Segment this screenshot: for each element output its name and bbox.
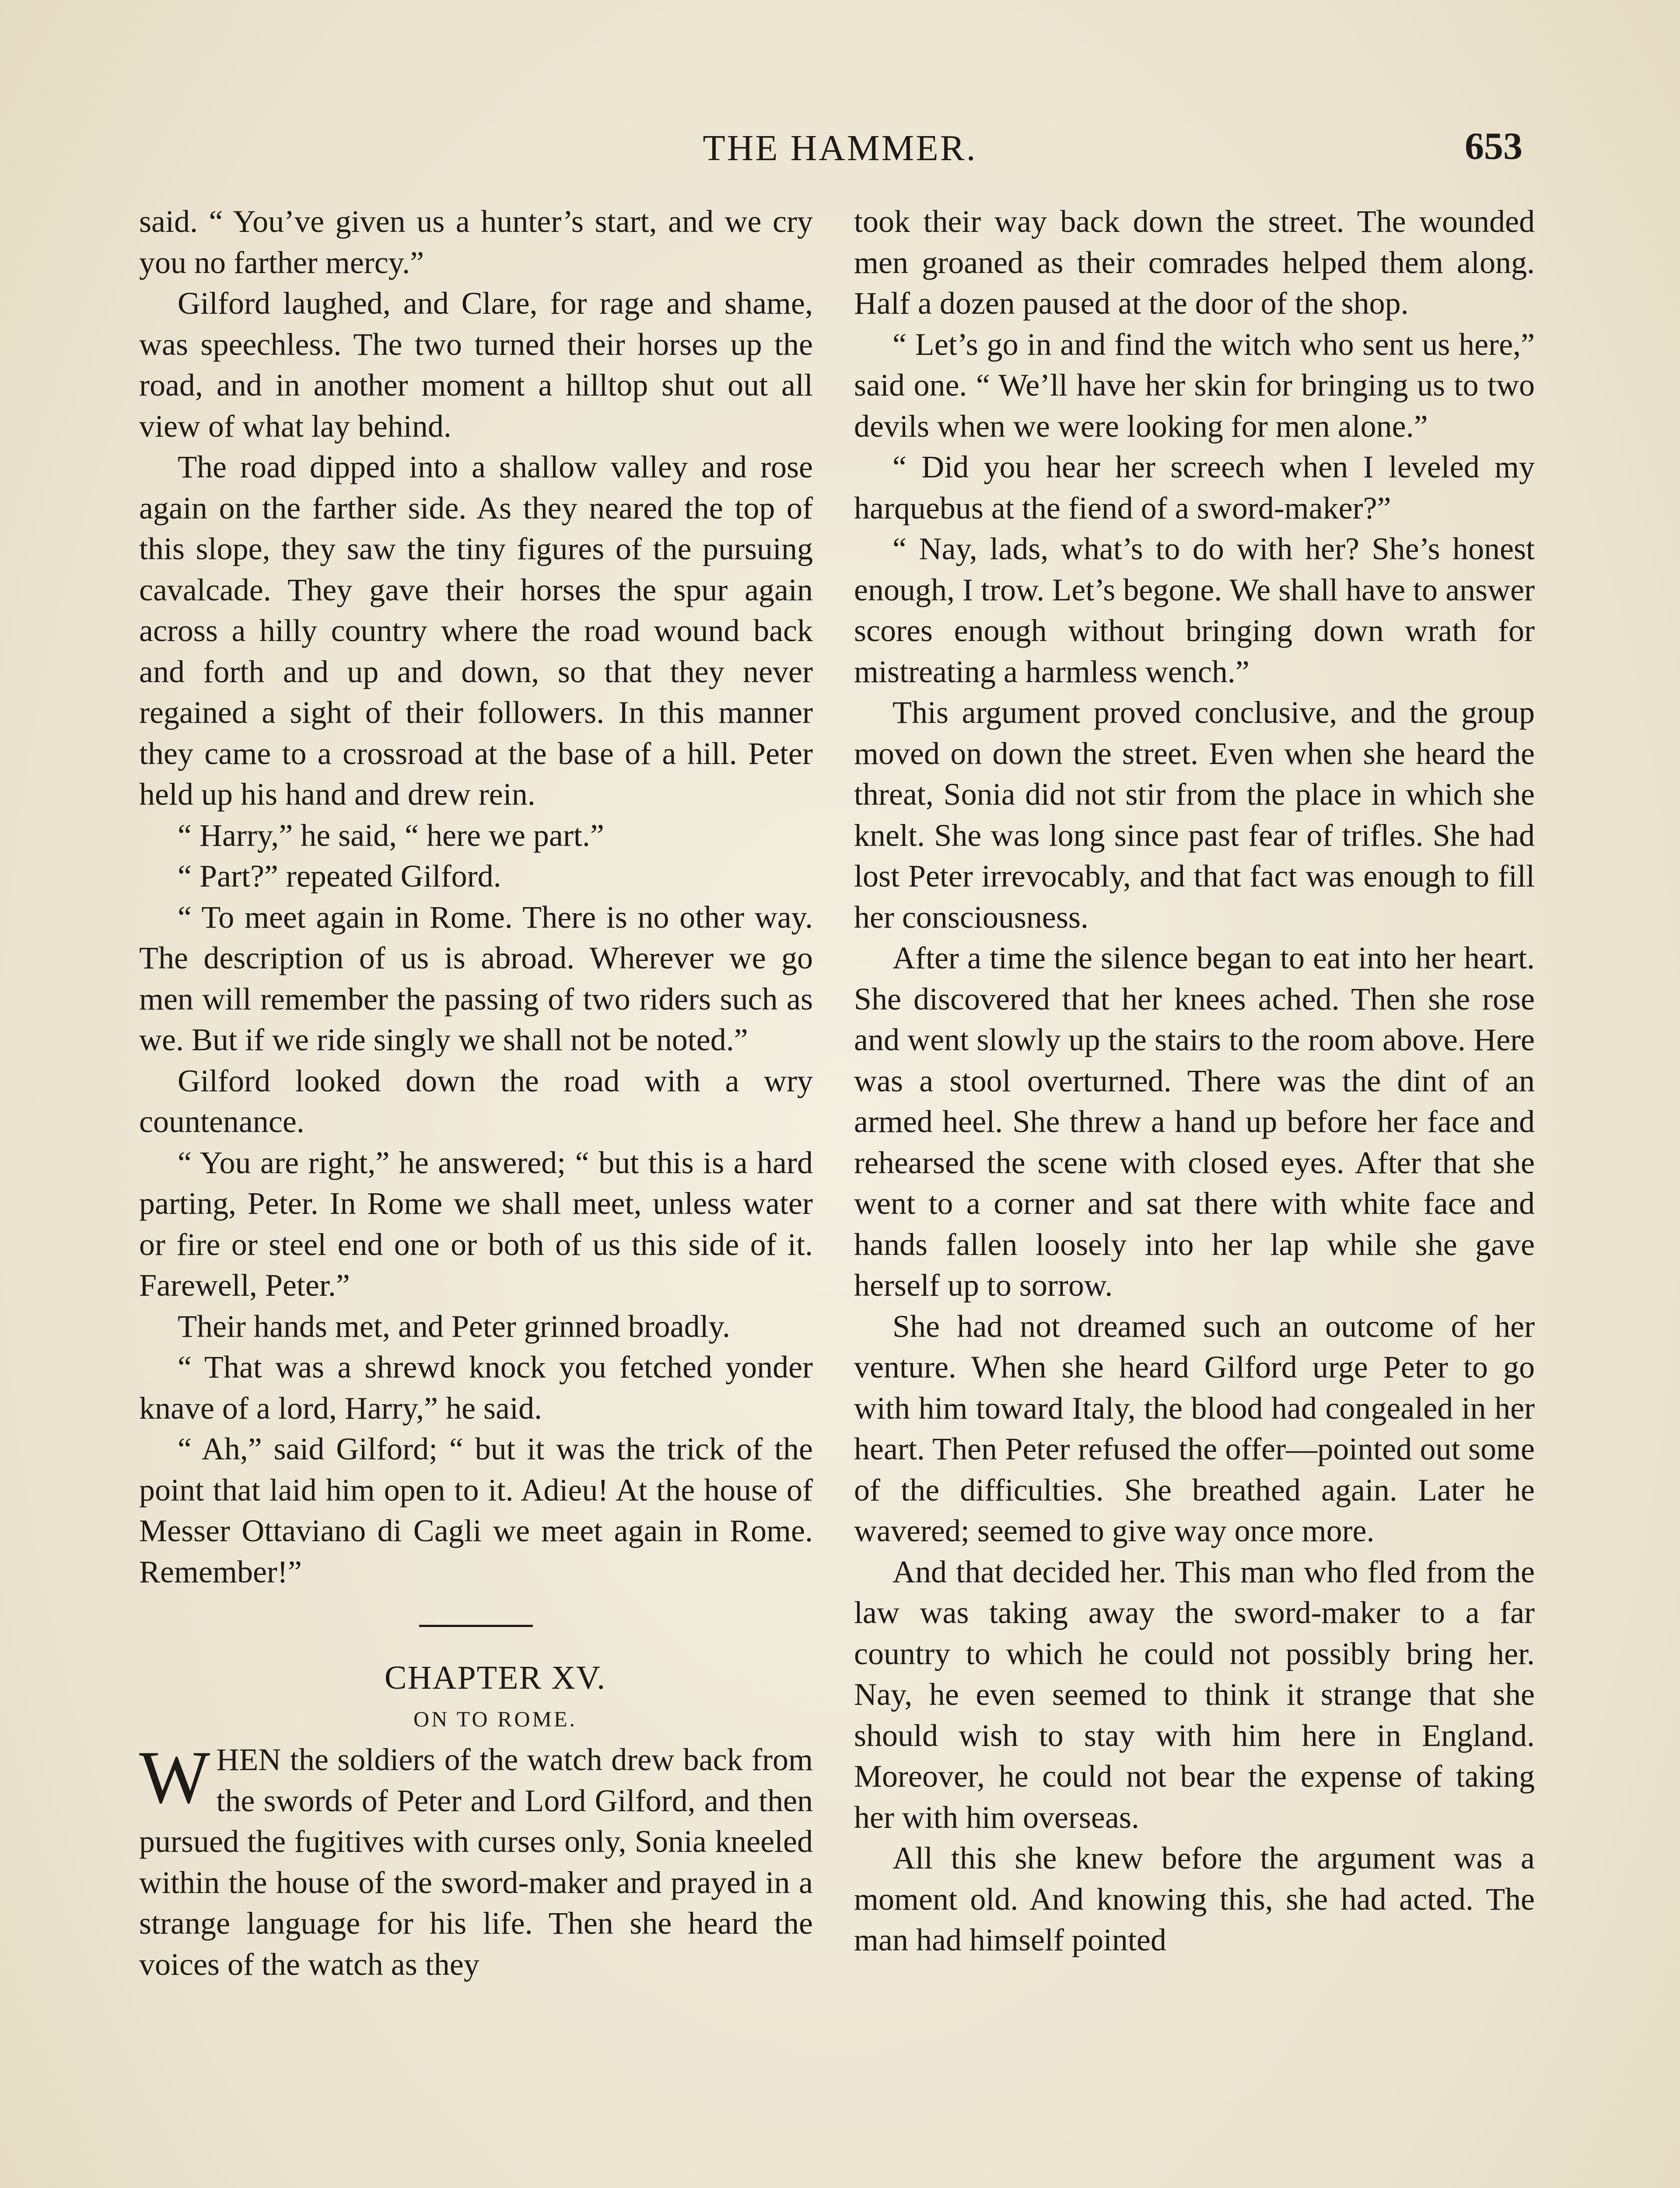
drop-cap: W: [139, 1736, 210, 1819]
paragraph: “ To meet again in Rome. There is no other way. The description of us is abroad. Wherever we go men will remember the passing of two riders such as we. But if we ride singly we shall not be noted.”: [139, 899, 813, 1057]
right-column: [854, 201, 1535, 1961]
paragraph: took their way back down the street. The wounded men groaned as their comrades helped them along. Half a dozen paused at the door of the shop.: [854, 204, 1535, 321]
paragraph: This argument proved conclusive, and the group moved on down the street. Even when she heard the threat, Sonia did not stir from the place in which she knelt. She was long since past fear of trifles. She had lost Peter irrevocably, and that fact was enough to fill her consciousness.: [854, 695, 1535, 935]
left-column: [139, 201, 813, 1985]
paragraph: All this she knew before the argument was a moment old. And knowing this, she had acted. The man had himself pointed: [854, 1841, 1535, 1957]
paragraph: Gilford looked down the road with a wry countenance.: [139, 1063, 813, 1139]
paragraph: “ Let’s go in and find the witch who sent us here,” said one. “ We’ll have her skin for bringing us to two devils when we were looking for men alone.”: [854, 326, 1535, 444]
paragraph: “ Part?” repeated Gilford.: [178, 859, 501, 894]
chapter-opening-paragraph: [139, 1736, 813, 1985]
paragraph: “ Nay, lads, what’s to do with her? She’s honest enough, I trow. Let’s begone. We shall have to answer scores enough without bringing down wrath for mistreating a harmless wench.”: [854, 531, 1535, 689]
paragraph: “ Ah,” said Gilford; “ but it was the trick of the point that laid him open to it. Adieu! At the house of Messer Ottaviano di Cagli we meet again in Rome. Remember!”: [139, 1431, 813, 1589]
paragraph: And that decided her. This man who fled from the law was taking away the sword-maker to a far country to which he could not possibly bring her. Nay, he even seemed to think it strange that she should wish to stay with him here in England. Moreover, he could not bear the expense of taking her with him overseas.: [854, 1554, 1535, 1835]
paragraph: said. “ You’ve given us a hunter’s start, and we cry you no farther mercy.”: [139, 204, 813, 280]
chapter-heading: CHAPTER XV.: [384, 1659, 606, 1696]
paragraph: After a time the silence began to eat into her heart. She discovered that her knees ached. Then she rose and went slowly up the stairs to the room above. Here was a stool overturned. There was the dint of an armed heel. She threw a hand up before her face and rehearsed the scene with closed eyes. After that she went to a corner and sat there with white face and hands fallen loosely into her lap while she gave herself up to sorrow.: [854, 940, 1535, 1303]
paragraph: The road dipped into a shallow valley and rose again on the farther side. As they neared the top of this slope, they saw the tiny figures of the pursuing cavalcade. They gave their horses the spur again across a hilly country where the road wound back and forth and up and down, so that they never regained a sight of their followers. In this manner they came to a crossroad at the base of a hill. Peter held up his hand and drew rein.: [139, 449, 813, 812]
paragraph: “ Did you hear her screech when I leveled my harquebus at the fiend of a sword-maker?”: [854, 449, 1535, 526]
running-title: THE HAMMER.: [703, 128, 977, 168]
paragraph: “ You are right,” he answered; “ but this is a hard parting, Peter. In Rome we shall meet, unless water or fire or steel end one or both of us this side of it. Farewell, Peter.”: [139, 1145, 813, 1303]
paragraph: Their hands met, and Peter grinned broadly.: [178, 1308, 730, 1344]
chapter-opening-text: HEN the soldiers of the watch drew back from the swords of Peter and Lord Gilford, and then pursued the fugitives with curses only, Sonia kneeled within the house of the sword-maker and prayed in a strange language for his life. Then she heard the voices of the watch as they: [139, 1742, 813, 1982]
paragraph: “ That was a shrewd knock you fetched yonder knave of a lord, Harry,” he said.: [139, 1350, 813, 1426]
page-header: [0, 127, 1680, 175]
paragraph: “ Harry,” he said, “ here we part.”: [178, 817, 604, 853]
paragraph: She had not dreamed such an outcome of her venture. When she heard Gilford urge Peter to go with him toward Italy, the blood had congealed in her heart. Then Peter refused the offer—pointed out some of the difficulties. She breathed again. Later he wavered; seemed to give way once more.: [854, 1308, 1535, 1548]
paragraph: Gilford laughed, and Clare, for rage and shame, was speechless. The two turned their horses up the road, and in another moment a hilltop shut out all view of what lay behind.: [139, 286, 813, 444]
page-number: 653: [1465, 125, 1522, 168]
section-divider: [419, 1625, 533, 1627]
chapter-subtitle: ON TO ROME.: [413, 1706, 578, 1731]
